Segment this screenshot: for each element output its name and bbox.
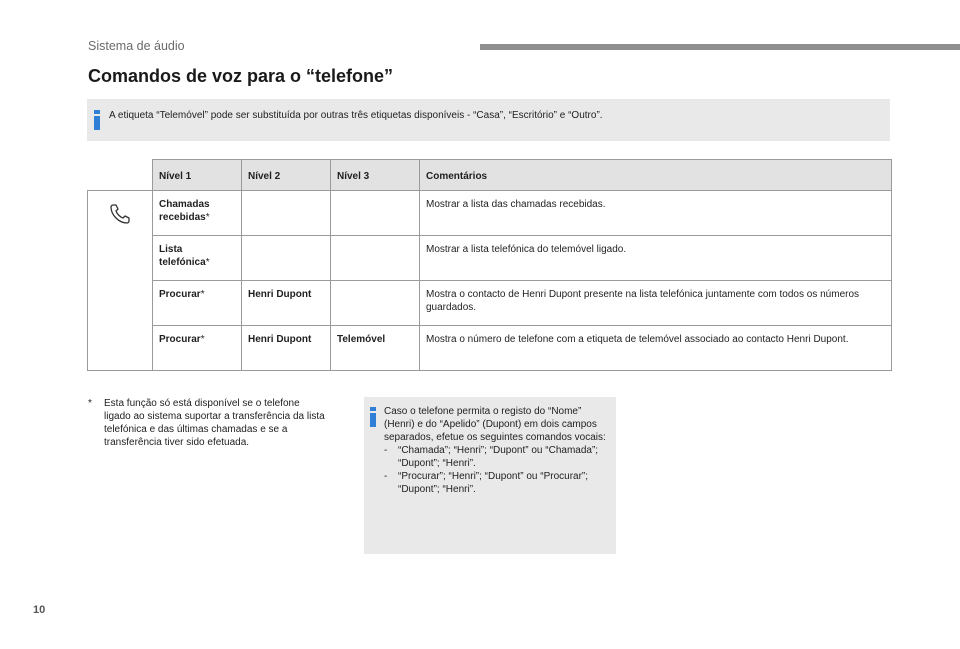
info-icon (94, 110, 100, 130)
list-dash: - (384, 471, 388, 482)
table-cell-level1 (153, 191, 242, 236)
table-header-row (88, 160, 892, 191)
table-header-cell: Nível 1 (153, 160, 242, 191)
table-row (88, 281, 892, 326)
list-item-text: “Chamada”; “Henri”; “Dupont” ou “Chamada”; “Dupont”; “Henri”. (398, 445, 599, 469)
header-bar (480, 44, 960, 50)
info-note-text: A etiqueta “Telemóvel” pode ser substituída por outras três etiquetas disponíveis - “Casa”, “Escritório” e “Outro”. (109, 110, 603, 121)
table-header-cell: Nível 3 (331, 160, 420, 191)
info-note-intro: Caso o telefone permita o registo do “Nome” (Henri) e do “Apelido” (Dupont) em dois campos separados, efetue os seguintes comandos vocais: (384, 406, 606, 443)
table-cell-level3 (331, 236, 420, 281)
table-cell-comment: Mostra o contacto de Henri Dupont presente na lista telefónica juntamente com todos os números guardados. (420, 281, 892, 326)
table-cell-comment: Mostrar a lista das chamadas recebidas. (420, 191, 892, 236)
list-dash: - (384, 445, 388, 456)
footnote (88, 397, 328, 449)
table-cell-comment: Mostra o número de telefone com a etiqueta de telemóvel associado ao contacto Henri Dupont. (420, 326, 892, 371)
list-item (384, 470, 608, 496)
table-header-blank (88, 160, 153, 191)
voice-commands-table (87, 159, 892, 371)
info-note-top (87, 99, 890, 141)
section-header: Sistema de áudio (88, 39, 185, 53)
list-item (384, 444, 608, 470)
level1-label: Chamadas recebidas (159, 199, 210, 223)
asterisk: * (205, 257, 210, 268)
footnote-text: Esta função só está disponível se o telefone ligado ao sistema suportar a transferência da lista telefónica e das últimas chamadas e se a transferência tiver sido efetuada. (104, 398, 325, 448)
table-header-cell: Comentários (420, 160, 892, 191)
table-cell-level2 (242, 236, 331, 281)
level2-label: Henri Dupont (248, 334, 312, 345)
asterisk: * (200, 289, 205, 300)
table-cell-level2 (242, 281, 331, 326)
asterisk: * (205, 212, 210, 223)
level1-label: Procurar (159, 289, 201, 300)
table-cell-level1 (153, 281, 242, 326)
table-row (88, 326, 892, 371)
level1-label: Procurar (159, 334, 201, 345)
page-number: 10 (33, 604, 46, 616)
table-cell-level2 (242, 326, 331, 371)
level3-label: Telemóvel (337, 334, 386, 345)
level1-label: Lista telefónica (159, 244, 206, 268)
table-cell-level1 (153, 326, 242, 371)
info-note-side (364, 397, 616, 554)
level2-label: Henri Dupont (248, 289, 312, 300)
info-icon (370, 407, 376, 427)
page-title: Comandos de voz para o “telefone” (88, 66, 394, 86)
table-cell-level3 (331, 326, 420, 371)
table-cell-level3 (331, 281, 420, 326)
table-header-cell: Nível 2 (242, 160, 331, 191)
table-cell-level1 (153, 236, 242, 281)
footnote-marker: * (88, 398, 92, 409)
table-cell-comment: Mostrar a lista telefónica do telemóvel ligado. (420, 236, 892, 281)
list-item-text: “Procurar”; “Henri”; “Dupont” ou “Procurar”; “Dupont”; “Henri”. (398, 471, 589, 495)
phone-handset-icon (108, 202, 132, 226)
table-row (88, 236, 892, 281)
phone-icon-cell (88, 191, 153, 371)
table-row (88, 191, 892, 236)
asterisk: * (200, 334, 205, 345)
table-cell-level3 (331, 191, 420, 236)
info-note-body (384, 405, 608, 496)
table-cell-level2 (242, 191, 331, 236)
